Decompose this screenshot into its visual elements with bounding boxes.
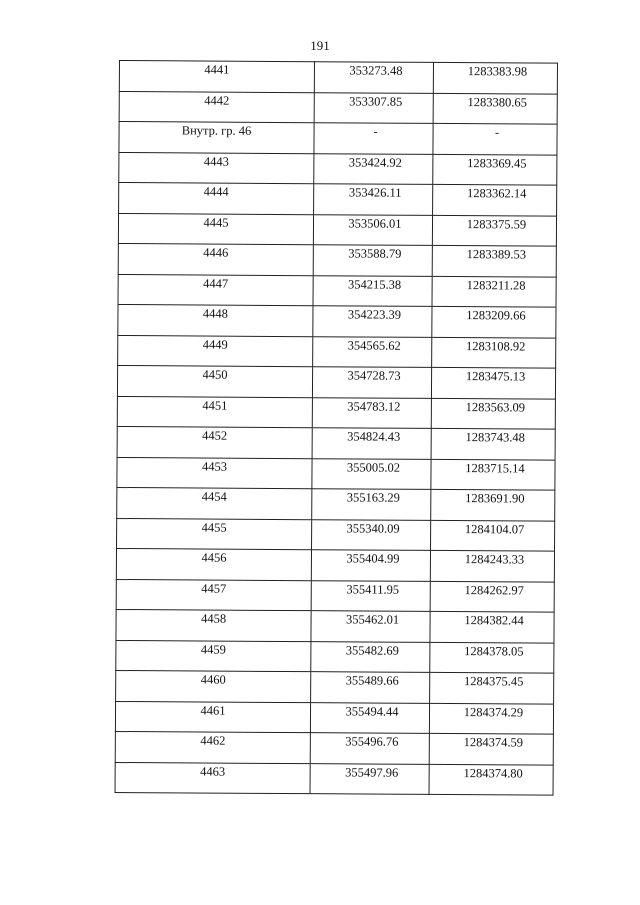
table-row: [115, 762, 553, 795]
table-row: [118, 304, 556, 337]
y-coordinate-cell: 1283475.13: [431, 367, 555, 398]
coordinates-table: [115, 60, 558, 796]
table-row: [117, 426, 555, 459]
table-row: [119, 183, 557, 216]
x-coordinate-cell: 355411.95: [311, 580, 430, 611]
x-coordinate-cell: 355489.66: [311, 672, 430, 703]
table-row: [118, 335, 556, 368]
table-row: [116, 609, 554, 642]
x-coordinate-cell: 354223.39: [313, 306, 432, 337]
x-coordinate-cell: 353426.11: [314, 184, 433, 215]
point-cell: 4462: [115, 731, 310, 763]
table-row: [119, 61, 557, 94]
point-cell: 4453: [117, 457, 312, 489]
x-coordinate-cell: 355482.69: [311, 641, 430, 672]
x-coordinate-cell: 354824.43: [312, 428, 431, 459]
point-cell: 4446: [118, 243, 313, 275]
point-cell: 4449: [118, 335, 313, 367]
table-row: [119, 152, 557, 185]
table-row: [116, 548, 554, 581]
x-coordinate-cell: 353588.79: [313, 245, 432, 276]
x-coordinate-cell: 354783.12: [312, 397, 431, 428]
x-coordinate-cell: 354565.62: [313, 336, 432, 367]
y-coordinate-cell: 1283211.28: [432, 276, 556, 307]
table-row: [118, 243, 556, 276]
y-coordinate-cell: 1283369.45: [433, 154, 557, 185]
point-cell: 4463: [115, 762, 310, 794]
x-coordinate-cell: 355404.99: [311, 550, 430, 581]
point-cell: 4447: [118, 274, 313, 306]
point-cell: 4450: [117, 365, 312, 397]
x-coordinate-cell: 355005.02: [312, 458, 431, 489]
table-row: [117, 518, 555, 551]
table-row: [116, 640, 554, 673]
x-coordinate-cell: -: [314, 123, 433, 154]
coordinates-table-body: [115, 61, 557, 796]
point-cell: 4445: [118, 213, 313, 245]
y-coordinate-cell: 1283362.14: [433, 184, 557, 215]
point-cell: 4448: [118, 304, 313, 336]
table-row: [115, 701, 553, 734]
y-coordinate-cell: 1283389.53: [432, 245, 556, 276]
x-coordinate-cell: 355494.44: [310, 702, 429, 733]
x-coordinate-cell: 354728.73: [312, 367, 431, 398]
y-coordinate-cell: 1284375.45: [430, 672, 554, 703]
y-coordinate-cell: 1283743.48: [431, 428, 555, 459]
y-coordinate-cell: 1283563.09: [431, 398, 555, 429]
page-number: 191: [310, 38, 330, 53]
y-coordinate-cell: 1284374.80: [429, 764, 553, 795]
table-row: [116, 579, 554, 612]
point-cell: 4455: [117, 518, 312, 550]
table-row: [117, 396, 555, 429]
table-row: [117, 365, 555, 398]
table-row: [116, 670, 554, 703]
point-cell: 4458: [116, 609, 311, 641]
y-coordinate-cell: 1284262.97: [430, 581, 554, 612]
table-row: [115, 731, 553, 764]
x-coordinate-cell: 353273.48: [314, 62, 433, 93]
y-coordinate-cell: 1283691.90: [431, 489, 555, 520]
x-coordinate-cell: 355497.96: [310, 763, 429, 794]
y-coordinate-cell: 1283383.98: [433, 62, 557, 93]
point-cell: 4456: [116, 548, 311, 580]
point-cell: 4442: [119, 91, 314, 123]
y-coordinate-cell: 1283108.92: [432, 337, 556, 368]
table-row: [117, 457, 555, 490]
point-cell: 4460: [116, 670, 311, 702]
x-coordinate-cell: 354215.38: [313, 275, 432, 306]
x-coordinate-cell: 355496.76: [310, 733, 429, 764]
y-coordinate-cell: 1284243.33: [430, 550, 554, 581]
point-cell: Внутр. гр. 46: [119, 122, 314, 154]
x-coordinate-cell: 355462.01: [311, 611, 430, 642]
x-coordinate-cell: 353506.01: [313, 214, 432, 245]
point-cell: 4454: [117, 487, 312, 519]
x-coordinate-cell: 353424.92: [314, 153, 433, 184]
point-cell: 4441: [119, 61, 314, 93]
x-coordinate-cell: 355340.09: [312, 519, 431, 550]
y-coordinate-cell: 1283715.14: [431, 459, 555, 490]
point-cell: 4459: [116, 640, 311, 672]
y-coordinate-cell: 1284104.07: [431, 520, 555, 551]
table-row: [119, 91, 557, 124]
point-cell: 4461: [115, 701, 310, 733]
point-cell: 4443: [119, 152, 314, 184]
table-row: [119, 122, 557, 155]
y-coordinate-cell: 1284374.29: [429, 703, 553, 734]
y-coordinate-cell: 1283209.66: [432, 306, 556, 337]
y-coordinate-cell: 1284378.05: [430, 642, 554, 673]
point-cell: 4444: [119, 183, 314, 215]
y-coordinate-cell: 1284382.44: [430, 611, 554, 642]
x-coordinate-cell: 353307.85: [314, 92, 433, 123]
y-coordinate-cell: -: [433, 123, 557, 154]
table-row: [117, 487, 555, 520]
x-coordinate-cell: 355163.29: [312, 489, 431, 520]
y-coordinate-cell: 1284374.59: [429, 733, 553, 764]
point-cell: 4452: [117, 426, 312, 458]
table-row: [118, 274, 556, 307]
point-cell: 4451: [117, 396, 312, 428]
point-cell: 4457: [116, 579, 311, 611]
y-coordinate-cell: 1283380.65: [433, 93, 557, 124]
table-row: [118, 213, 556, 246]
y-coordinate-cell: 1283375.59: [432, 215, 556, 246]
